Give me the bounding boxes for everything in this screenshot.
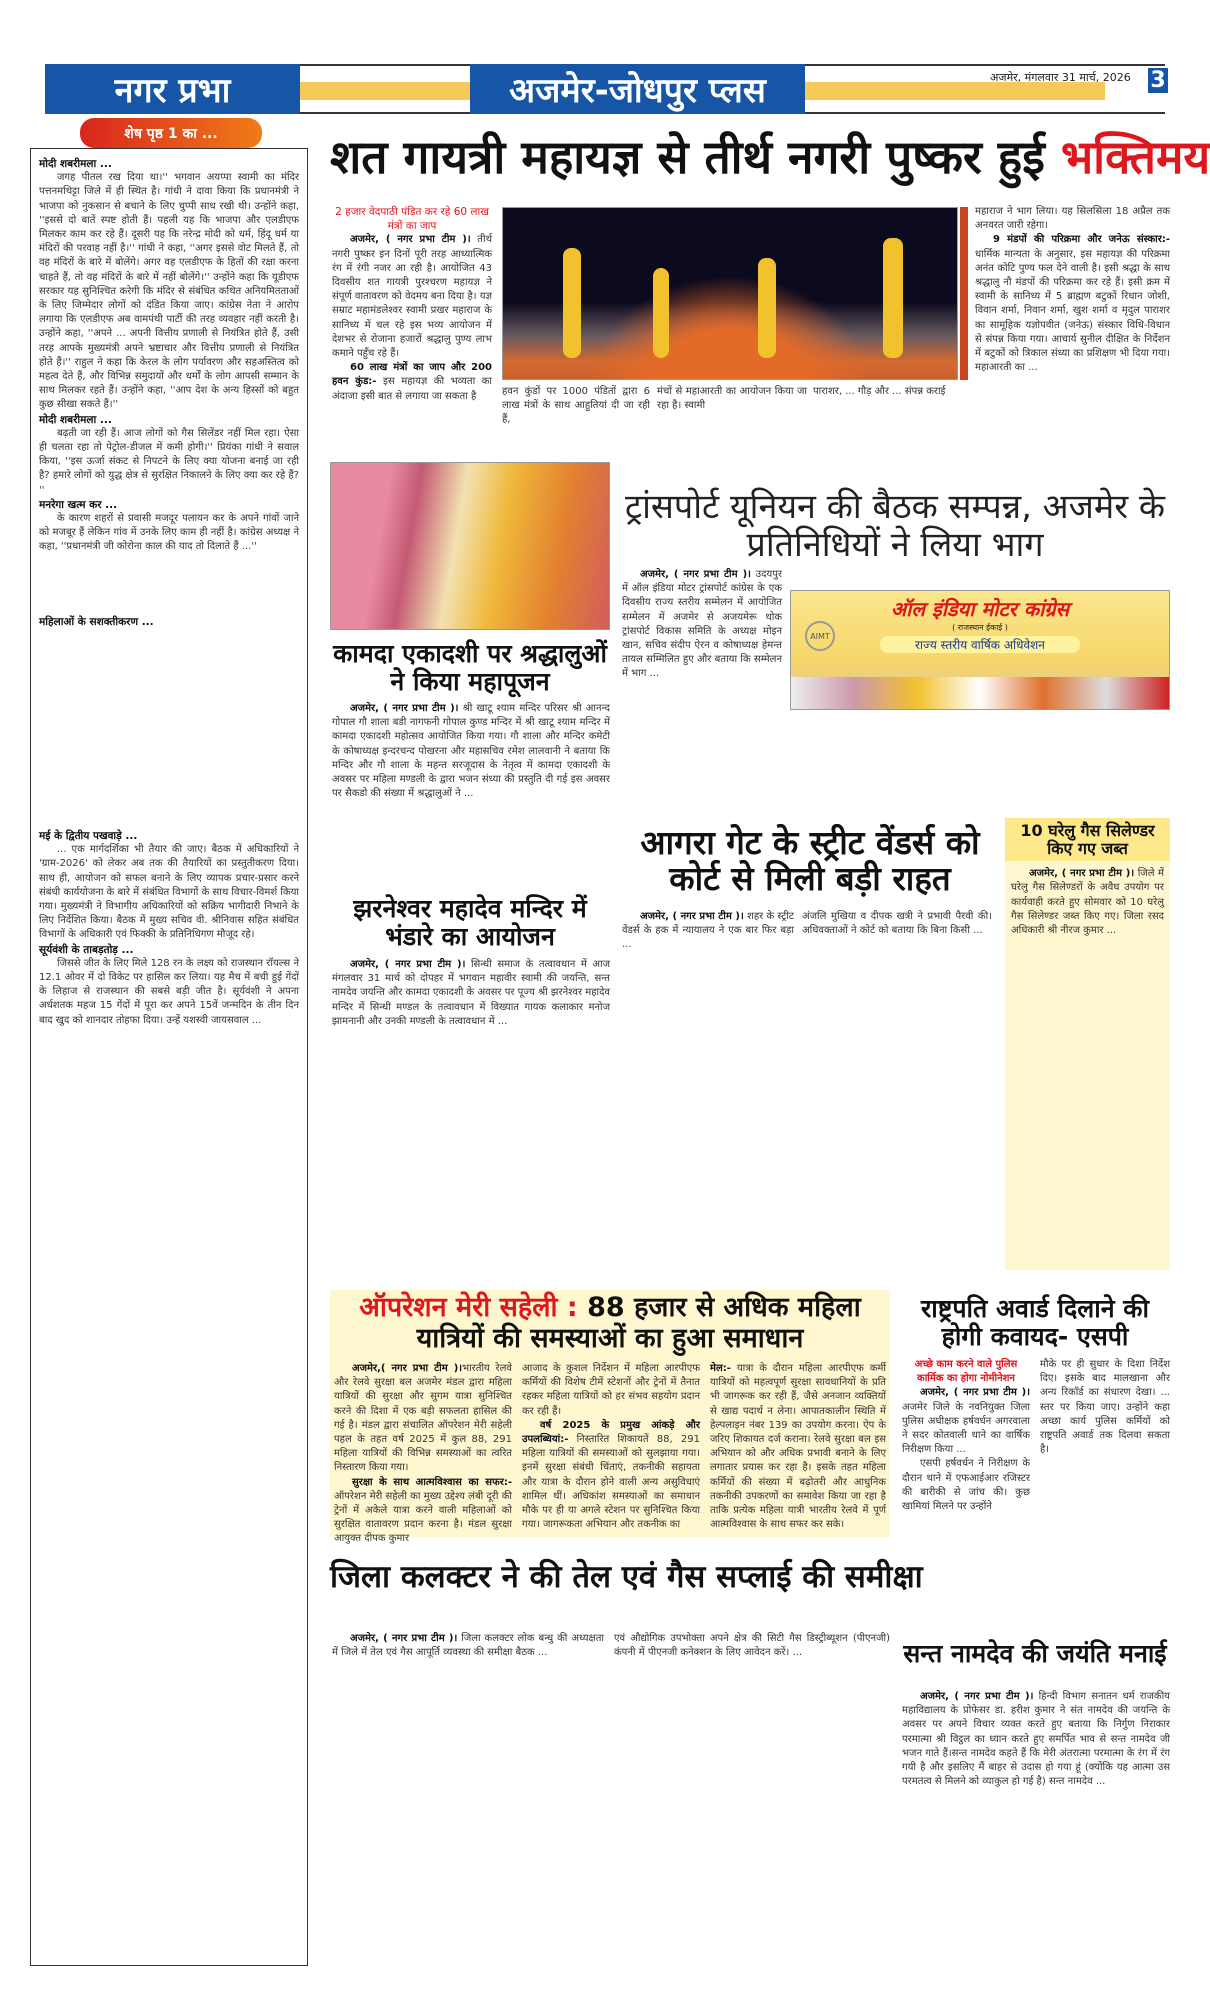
lead-column-1 [332,205,492,455]
edition-name: अजमेर-जोधपुर प्लस [470,64,805,114]
story-dateline: अजमेर, ( नगर प्रभा टीम )। [350,703,459,714]
story-text: जिले में घरेलु गैस सिलेण्डरों के अवैध उपयोग पर कार्यवाही करते हुए सोमवार को 10 घरेलु गैस सिलेण्डर जब्त किए गए। जिला रसद अधिकारी श्री नीरज कुमार ... [1011,868,1164,936]
subhead: मेल:- [710,1363,731,1374]
story-dateline: अजमेर,( नगर प्रभा टीम )। [352,1363,463,1374]
transport-text [622,568,782,790]
subhead: 60 लाख मंत्रों का जाप और 200 हवन कुंड:- [332,362,492,388]
section-text: जगह पीतल रख दिया था।'' भगवान अयप्पा स्वामी का मंदिर पत्तनमथिट्टा जिले में ही स्थित है। गांधी ने दावा किया कि प्रधानमंत्री ने भाजपा को नुकसान से बचाने के लिए चुप्पी साध रखी थी। उन्होंने कहा, ''इससे दो बातें स्पष्ट होती हैं। पहली यह कि भाजपा और एलडीएफ मिलकर काम कर रहे हैं। दूसरी यह कि नरेन्द्र मोदी को धर्म, हिंदू धर्म या मंदिरों की परवाह नहीं है।'' गांधी ने कहा, ''अगर इससे वोट मिलते हैं, तो वह मंदिरों के बारे में बोलेंगे। अगर वह एलडीएफ के हितों की रक्षा करना चाहते हैं, तो वह मंदिरों के बारे में नहीं बोलेंगे।'' उन्होंने कहा कि यूडीएफ सरकार यह सुनिश्चित करेगी कि मंदिर से संबंधित कथित अनियमितताओं के लिए जिम्मेदार लोगों को दंडित किया जाए। कांग्रेस नेता ने आरोप लगाया कि एलडीएफ अब वामपंथी पार्टी की तरह व्यवहार नहीं करती है। उन्होंने कहा, ''अपने ... अपनी वित्तीय प्रणाली से नियंत्रित होते हैं, उसी तरह आपके मुख्यमंत्री अपने भ्रष्टाचार और वित्तीय प्रणाली से नियंत्रित होते हैं।'' राहुल ने कहा कि केरल के लोग पर्यावरण और सहअस्तित्व को महत्व देते हैं, और विभिन्न समुदायों और धर्मों के लोग आपसी सम्मान के साथ मिलकर रहते हैं। उन्होंने कहा, ''आप देश के अन्य हिस्सों को बहुत कुछ सीखा सकते हैं।'' [39,172,299,411]
agra-gate-headline: आगरा गेट के स्ट्रीट वेंडर्स को कोर्ट से मिली बड़ी राहत [640,823,980,899]
meri-saheli-box [330,1290,890,1545]
story-text: यात्रा के दौरान महिला आरपीएफ कर्मी यात्रियों को महत्वपूर्ण सुरक्षा सावधानियों के प्रति भी जागरूक कर रही हैं, जैसे अनजान व्यक्तियों से खाद्य पदार्थ न लेना। आपातकालीन स्थिति में हेल्पलाइन नंबर 139 का उपयोग करना। ऐप के जरिए शिकायत दर्ज कराना। रेलवे सुरक्षा बल इस अभियान को और अधिक प्रभावी बनाने के लिए लगातार प्रयास कर रहा है। इसके तहत महिला कर्मियों की संख्या में बढ़ोतरी और आधुनिक तकनीकी उपकरणों का समावेश किया जा रहा है ताकि प्रत्येक महिला यात्री भारतीय रेलवे में पूर्ण आत्मविश्वास के साथ सफर कर सके। [710,1363,886,1531]
section-title: महिलाओं के सशक्तीकरण ... [39,615,154,628]
collector-col-2: एवं औद्योगिक उपभोक्ता अपने क्षेत्र की सिटी गैस डिस्ट्रीब्यूशन (पीएनजी) कंपनी में पीएनजी कनेक्शन के लिए आवेदन करें। ... [614,1633,890,1659]
story-text: भारतीय रेलवे और रेलवे सुरक्षा बल अजमेर मंडल द्वारा महिला यात्रियों की सुरक्षा और सुगम यात्रा सुनिश्चित करने की दिशा में एक बड़ी सफलता हासिल की गई है। मंडल द्वारा संचालित ऑपरेशन मेरी सहेली पहल के तहत वर्ष 2025 में कुल 88, 291 महिला यात्रियों की विभिन्न समस्याओं का त्वरित निस्तारण किया गया। [334,1363,512,1474]
story-text: धार्मिक मान्यता के अनुसार, इस महायज्ञ की परिक्रमा अनंत कोटि पुण्य फल देने वाली है। इसी श्रद्धा के साथ श्रद्धालु नौ मंडपों की परिक्रमा कर रहे हैं। इसी क्रम में स्वामी के सानिध्य में 5 ब्राह्मण बटुकों रिधान जोशी, विवान शर्मा, निवान शर्मा, खुश शर्मा व मृदुल पाराशर का सामूहिक यज्ञोपवीत (जनेऊ) संस्कार विधि-विधान से संपन्न किया गया। आचार्य सुनील दीक्षित के निर्देशन में बटुकों को त्रिकाल संध्या का प्रशिक्षण भी दिया गया। महाआरती का ... [975,248,1170,374]
banner-title: ऑल इंडिया मोटर कांग्रेस [890,597,1070,621]
headline-highlight: भक्तिमय [1060,130,1210,184]
lead-kicker: 2 हजार वेदपाठी पंडित कर रहे 60 लाख मंत्रों का जाप [335,206,489,233]
story-text: हिन्दी विभाग सनातन धर्म राजकीय महाविद्यालय के प्रोफेसर डा. हरीश कुमार ने संत नामदेव की जयन्ति के अवसर पर अपने विचार व्यक्त करते हुए बताया कि निर्गुण निराकार परमात्मा श्री विट्ठल का ध्यान करते हुए समर्पित भाव से सन्त नामदेव जी भजन गाते हैं।सन्त नामदेव कहते हैं कि मेरी अंतरात्मा परमात्मा के रंग में रंग गयी है और इसलिए मैं बाहर से उदास हो गया हूं (क्योंकि यह आत्मा उस परमतत्व से मिलने को व्याकुल हो गई है) सन्त नामदेव ... [902,1691,1170,1788]
continued-column [30,148,308,1966]
section-title: सूर्यवंशी के ताबड़तोड़ ... [39,943,134,956]
section-title: मनरेगा खत्म कर ... [39,498,118,511]
saheli-col-3 [710,1362,886,1534]
section-text: ... एक मार्गदर्शिका भी तैयार की जाए। बैठक में अधिकारियों ने 'ग्राम-2026' को लेकर अब तक की तैयारियों का प्रस्तुतीकरण दिया। साथ ही, आयोजन को सफल बनाने के लिए व्यापक प्रचार-प्रसार करने संबंधी कार्ययोजना के बारे में संबंधित विभागों के साथ विचार-विमर्श किया गया। मुख्यमंत्री ने विभागीय अधिकारियों को सक्रिय भागीदारी निभाने के लिए निर्देशित किया। बैठक में मुख्य सचिव वी. श्रीनिवास सहित संबंधित विभागों के अधिकारी एवं फिक्की के प्रतिनिधिगण मौजूद रहे। [39,844,299,941]
aimt-logo: AIMT [805,621,835,651]
dateline: अजमेर, मंगलवार 31 मार्च, 2026 [990,71,1131,84]
mahayagya-aarti-photo [502,207,958,380]
story-dateline: अजमेर, ( नगर प्रभा टीम )। [640,569,751,580]
story-text: अजमेर जिले के नवनियुक्त जिला पुलिस अधीक्षक हर्षवर्धन अगरवाला ने सदर कोतवाली थाने का वार्षिक निरीक्षण किया ... [902,1401,1030,1456]
section-text: के कारण शहरों से प्रवासी मजदूर पलायन कर के अपने गांवों जाने को मजबूर हैं लेकिन गांव में उनके लिए काम ही नहीं है। कांग्रेस अध्यक्ष ने कहा, ''प्रधानमंत्री जी कोरोना काल की याद तो दिलाते हैं ...'' [39,513,299,553]
lead-column-3: मंचों से महाआरती का आयोजन किया जा रहा है। स्वामी [657,386,807,412]
story-text: शहर के स्ट्रीट वेंडर्स के हक में न्यायालय ने एक बार फिर बड़ा ... [622,911,794,951]
gas-headline: 10 घरेलु गैस सिलेण्डर किए गए जब्त [1005,818,1170,861]
story-text: एसपी हर्षवर्धन ने निरीक्षण के दौरान थाने में एफआईआर रजिस्टर की बारीकी से जांच की। कुछ खामियां मिलने पर उन्होंने [902,1458,1030,1513]
collector-headline: जिला कलक्टर ने की तेल एवं गैस सप्लाई की समीक्षा [330,1559,923,1595]
story-text: इस महायज्ञ की भव्यता का अंदाजा इसी बात से लगाया जा सकता है [332,376,492,402]
subhead: वर्ष 2025 के प्रमुख आंकड़े और उपलब्धियां:- [522,1419,700,1446]
collector-col-1 [332,1632,604,1964]
story-text: सिन्धी समाज के तत्वावधान में आज मंगलवार 31 मार्च को दोपहर में भगवान महावीर स्वामी की जयन्ति, सन्त नामदेव जयन्ति और कामदा एकादशी के अवसर पर पूज्य श्री झरनेश्वर महादेव मन्दिर में सिन्धी मण्डल के तत्वावधान में विख्यात गायक कलाकार मनोज झामनानी और उनकी मण्डली के तत्वावधान में ... [332,959,610,1027]
section-title: मोदी शबरीमला ... [39,413,112,426]
kamada-text [332,702,610,872]
section-text: बढ़ती जा रही हैं। आज लोगों को गैस सिलेंडर नहीं मिल रहा। ऐसा ही चलता रहा तो पेट्रोल-डीजल में कमी होगी।'' प्रियंका गांधी ने सवाल किया, ''इस ऊर्जा संकट से निपटने के लिए क्या योजना बनाई जा रही है? हमारे लोगों को युद्ध क्षेत्र से सुरक्षित निकालने के लिए क्या कर रहे हैं? '' [39,427,299,496]
subhead: 9 मंडपों की परिक्रमा और जनेऊ संस्कार:- [993,234,1170,246]
award-kicker: अच्छे काम करने वाले पुलिस कार्मिक का होगा नोमीनेशन [914,1359,1018,1385]
jharneshwar-headline: झरनेश्वर महादेव मन्दिर में भंडारे का आयोजन [353,894,587,951]
kamada-headline: कामदा एकादशी पर श्रद्धालुओं ने किया महापूजन [333,639,607,696]
story-text: महाराज ने भाग लिया। यह सिलसिला 18 अप्रैल तक अनवरत जारी रहेगा। [975,206,1170,232]
namdev-headline: सन्त नामदेव की जयंति मनाई [903,1639,1167,1668]
lead-column-4: पाराशर, ... गौड़ और ... संपन्न कराई [813,386,946,397]
story-text: आजाद के कुशल निर्देशन में महिला आरपीएफ कर्मियों की विशेष टीमें स्टेशनों और ट्रेनों में तैनात रहकर महिला यात्रियों को हर संभव सहयोग प्रदान कर रही हैं। [522,1363,700,1417]
story-text: निस्तारित शिकायतें 88, 291 महिला यात्रियों की समस्याओं को सुलझाया गया। इनमें सुरक्षा संबंधी चिंताएं, तकनीकी सहायता और यात्रा के दौरान होने वाली अन्य असुविधाएं शामिल थीं। अधिकांश समस्याओं का समाधान मौके पर ही या अगले स्टेशन पर सुनिश्चित किया गया। जागरूकता अभियान और तकनीक का [522,1434,700,1531]
transport-headline: ट्रांसपोर्ट यूनियन की बैठक सम्पन्न, अजमेर के प्रतिनिधियों ने लिया भाग [624,487,1166,566]
banner-subtitle: ( राजस्थान ईकाई ) [952,623,1008,632]
headline-text: शत गायत्री महायज्ञ से तीर्थ नगरी पुष्कर हुई [330,130,1045,184]
award-col-2: मौके पर ही सुधार के दिशा निर्देश दिए। इसके बाद मालखाना और अन्य रिकॉर्ड का संधारण देखा। ... स्तर पर किया जाए। उन्होंने कहा अच्छा कार्य पुलिस कर्मियों को राष्ट्रपति अवार्ड तक दिलवा सकता है। [1040,1359,1170,1456]
banner-event: राज्य स्तरीय वार्षिक अधिवेशन [880,636,1080,653]
namdev-text [902,1690,1170,1965]
section-name: नगर प्रभा [45,64,300,114]
award-headline: राष्ट्रपति अवार्ड दिलाने की होगी कवायद- एसपी [921,1294,1149,1351]
story-dateline: अजमेर, ( नगर प्रभा टीम )। [350,1633,458,1644]
saheli-col-2 [522,1362,700,1534]
continued-badge: शेष पृष्ठ 1 का ... [80,118,262,148]
saheli-headline: 88 हजार से अधिक महिला यात्रियों की समस्याओं का हुआ समाधान [416,1292,861,1355]
section-text: जिससे जीत के लिए मिले 128 रन के लक्ष्य को राजस्थान रॉयल्स ने 12.1 ओवर में दो विकेट पर हासिल कर लिया। यह मैच में बची हुई गेंदों के लिहाज से राजस्थान की सबसे बड़ी जीत है। सूर्यवंशी ने अपना अर्धशतक महज 15 गेंदों में पूरा कर अपने 15वें जन्मदिन के तीन दिन बाद खुद को शानदार तोहफा दिया। उन्हें यशस्वी जायसवाल ... [39,957,299,1026]
story-text: ऑपरेशन मेरी सहेली का मुख्य उद्देश्य लंबी दूरी की ट्रेनों में अकेले यात्रा करने वाली महिलाओं को सुरक्षित वातावरण प्रदान करना है। मंडल सुरक्षा आयुक्त दीपक कुमार [334,1490,512,1545]
agra-text-1 [622,910,794,1270]
section-title: मई के द्वितीय पखवाड़े ... [39,829,138,842]
lead-headline [330,130,1210,184]
motor-congress-banner-photo [790,590,1170,710]
story-text: जिला कलक्टर लोक बन्धु की अध्यक्षता में जिले में तेल एवं गैस आपूर्ति व्यवस्था की समीक्षा बैठक ... [332,1633,604,1659]
lead-column-2: हवन कुंडों पर 1000 पंडितों द्वारा 6 लाख मंत्रों के साथ आहुतियां दी जा रही हैं, [502,386,650,426]
kamada-ekadashi-photo [330,462,610,630]
story-dateline: अजमेर, ( नगर प्रभा टीम )। [1029,868,1135,880]
story-dateline: अजमेर, ( नगर प्रभा टीम )। [920,1387,1030,1399]
story-dateline: अजमेर, ( नगर प्रभा टीम )। [350,959,466,970]
headline-highlight: ऑपरेशन मेरी सहेली : [359,1292,578,1323]
saheli-col-1 [334,1362,512,1545]
story-text: तीर्थ नगरी पुष्कर इन दिनों पूरी तरह आध्यात्मिक रंग में रंगी नजर आ रही है। आयोजित 43 दिवसीय शत गायत्री पुरश्चरण महायज्ञ ने संपूर्ण वातावरण को वेदमय बना दिया है। यज्ञ सम्राट महामंडलेश्वर स्वामी प्रखर महाराज के सानिध्य में चल रहे इस भव्य आयोजन में देशभर से रोजाना हजारों श्रद्धालु पुण्य लाभ कमाने पहुँच रहे हैं। [332,234,492,360]
section-title: मोदी शबरीमला ... [39,158,112,170]
gas-cylinder-box [1005,818,1170,1270]
story-text: उदयपुर में ऑल इंडिया मोटर ट्रांसपोर्ट कांग्रेस के एक दिवसीय राज्य स्तरीय सम्मेलन में आयोजित सम्मेलन में अजमेर से अजयमेरू थोक ट्रांसपोर्ट विकास समिति के अध्यक्ष मोइन खान, सचिव संदीप ऐरन व कोषाध्यक्ष हेमन्त तायल सम्मिलित हुए और बताया कि सम्मेलन में भाग ... [622,569,782,680]
lead-column-5 [975,205,1170,455]
agra-text-2: अंजलि मुखिया व दीपक खत्री ने प्रभावी पैरवी की। अधिवक्ताओं ने कोर्ट को बताया कि बिना किसी ... [802,911,992,937]
jharneshwar-text [332,958,610,1273]
photo-edge [960,207,968,380]
subhead: सुरक्षा के साथ आत्मविश्वास का सफर:- [352,1476,512,1488]
page-number: 3 [1148,68,1168,93]
story-text: श्री खाटू श्याम मन्दिर परिसर श्री आनन्द गोपाल गौ शाला बडी नागफनी गोपाल कुण्ड मन्दिर में श्री खाटू श्याम मन्दिर में कामदा एकादशी महोत्सव आयोजित किया गया। गौ शाला और मन्दिर कमेटी के कोषाध्यक्ष इन्दरचन्द पोखरना और महासचिव रमेश लालवानी ने बताया कि मन्दिर और गौ शाला के महन्त सरजूदास के नेतृत्व में कामदा एकादशी के अवसर पर महिला मण्डली के द्वारा भजन संध्या की प्रस्तुति दी गई इस अवसर पर सैकडो की संख्या में श्रद्धालुओं ने ... [332,703,610,800]
story-dateline: अजमेर, ( नगर प्रभा टीम )। [350,234,471,246]
story-dateline: अजमेर, ( नगर प्रभा टीम )। [640,911,744,922]
story-dateline: अजमेर, ( नगर प्रभा टीम )। [920,1691,1034,1702]
